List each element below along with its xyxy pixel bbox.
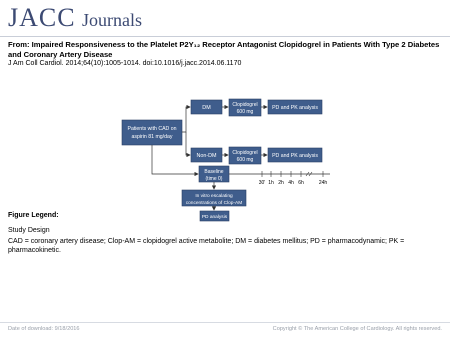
- time-label-24h: 24h: [318, 180, 328, 186]
- patients-line-1: Patients with CAD on: [127, 126, 177, 132]
- pd-pk-non-dm-label: PD and PK analysis: [272, 153, 318, 159]
- patients-box: [122, 120, 182, 145]
- pd-pk-non-dm-box: [268, 148, 322, 162]
- clop-dm-line-1: Clopidogrel: [232, 102, 258, 108]
- figure-legend-text: CAD = coronary artery disease; Clop-AM = clopidogrel active metabolite; DM = diabetes mellitus; PD = pharmacodynamic; PK = pharmacokinetic.: [8, 238, 405, 254]
- time-label-6h: 6h: [298, 180, 304, 186]
- baseline-box: [199, 166, 229, 182]
- jacc-logo[interactable]: JACC: [8, 3, 76, 32]
- patients-line-2: aspirin 81 mg/day: [131, 134, 173, 140]
- non-dm-box: [191, 148, 222, 162]
- figure-legend-subtitle: Study Design: [8, 227, 50, 234]
- journals-logo-text: Journals: [82, 10, 142, 30]
- title-text[interactable]: Impaired Responsiveness to the Platelet P2Y₁₂ Receptor Antagonist Clopidogrel in Patients With Type 2 Diabetes and Coronary Artery Disease: [8, 40, 440, 59]
- pd-pk-dm-box: [268, 100, 322, 114]
- article-citation[interactable]: J Am Coll Cardiol. 2014;64(10):1005-1014. doi:10.1016/j.jacc.2014.06.1170: [8, 60, 242, 67]
- footer-divider: [0, 322, 450, 323]
- arrow-to-non-dm: [186, 132, 190, 155]
- clop-dm-line-2: 600 mg: [236, 109, 254, 115]
- time-label-4h: 4h: [288, 180, 294, 186]
- arrow-to-dm: [182, 107, 190, 132]
- figure-legend-heading: Figure Legend:: [8, 212, 59, 219]
- time-label-30min: 30': [258, 180, 266, 186]
- clopidogrel-dm-box: [229, 99, 261, 116]
- in-vitro-box: [182, 190, 246, 206]
- clop-non-dm-line-2: 600 mg: [236, 157, 254, 163]
- title-prefix: From:: [8, 40, 32, 49]
- in-vitro-line-1: In vitro escalating: [195, 194, 233, 199]
- time-label-1h: 1h: [268, 180, 274, 186]
- pd-analysis-label: PD analysis: [201, 215, 228, 220]
- pd-pk-dm-label: PD and PK analysis: [272, 105, 318, 111]
- baseline-line-2: (time 0): [205, 176, 223, 182]
- dm-box: [191, 100, 222, 114]
- pd-analysis-box: [200, 211, 229, 221]
- time-label-2h: 2h: [278, 180, 284, 186]
- copyright-notice: Copyright © The American College of Cardiology. All rights reserved.: [272, 326, 442, 332]
- download-date: Date of download: 9/18/2016: [8, 326, 80, 332]
- baseline-line-1: Baseline: [204, 169, 224, 175]
- clop-non-dm-line-1: Clopidogrel: [232, 150, 258, 156]
- in-vitro-line-2: concentrations of Clop-AM: [185, 201, 243, 206]
- clopidogrel-non-dm-box: [229, 147, 261, 164]
- dm-label: DM: [202, 105, 211, 111]
- timeline: [229, 171, 330, 186]
- non-dm-label: Non-DM: [196, 153, 217, 159]
